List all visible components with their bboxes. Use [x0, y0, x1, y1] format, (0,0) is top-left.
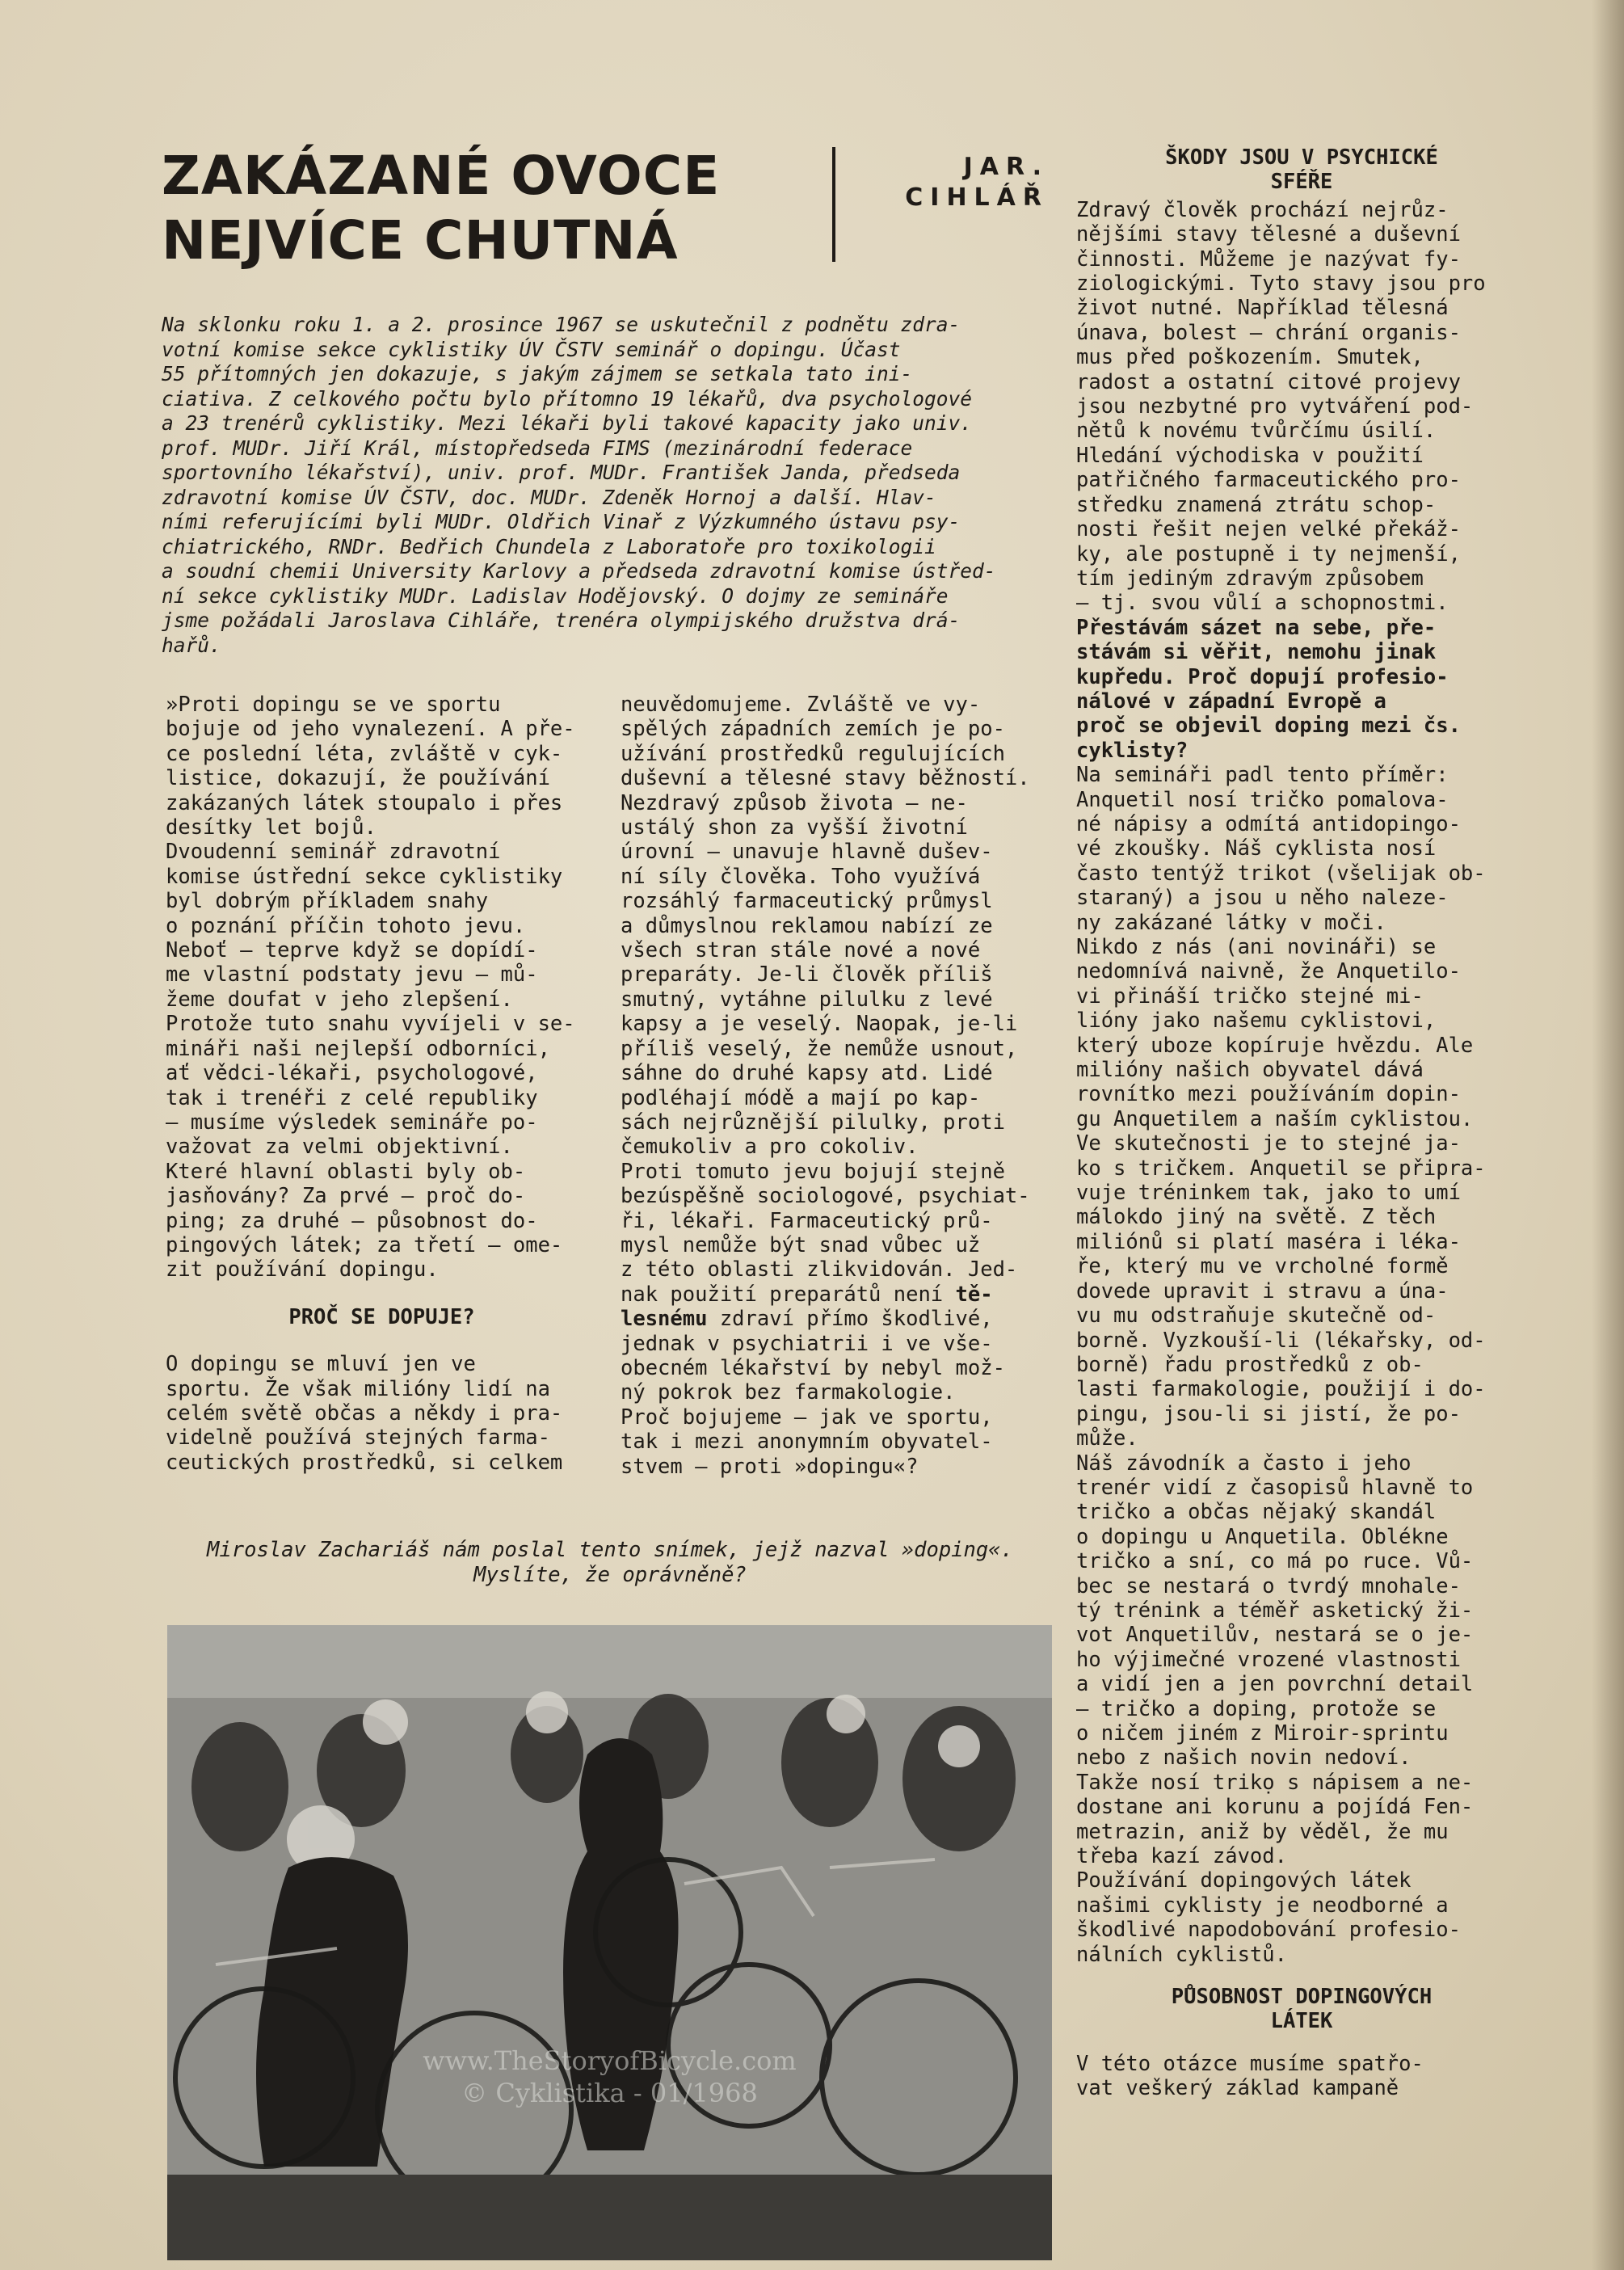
text-line: Protože tuto snahu vyvíjeli v se- [166, 1012, 575, 1037]
text-line: pingových látek; za třetí — ome- [166, 1232, 563, 1257]
text-line: spělých západních zemích je po- [621, 717, 1005, 742]
text-line: cyklisty? [1076, 738, 1189, 763]
text-line: bec se nestará o tvrdý mnohale- [1076, 1573, 1461, 1598]
text-line: stávám si věřit, nemohu jinak [1076, 640, 1437, 665]
text-line: ceutických prostředků, si celkem [166, 1450, 563, 1475]
text-line: vu mu odstraňuje skutečně od- [1076, 1303, 1437, 1329]
text-line: ko s tričkem. Anquetil se připra- [1076, 1156, 1486, 1181]
text-line: bezúspěšně sociologové, psychiat- [621, 1184, 1030, 1209]
text-line: sportovního lékařství), univ. prof. MUDr. František Janda, předseda [162, 461, 961, 484]
text-line: O dopingu se mluví jen ve [166, 1352, 476, 1377]
text-line: ciativa. Z celkového počtu bylo přítomno 19 lékařů, dva psychologové [162, 386, 973, 411]
text-line: často tentýž trikot (všelijak ob- [1076, 861, 1486, 886]
text-line: ping; za druhé — působnost do- [166, 1208, 538, 1233]
text-line: jsme požádali Jaroslava Cihláře, trenéra olympijského družstva drá- [162, 609, 961, 632]
text-line: nětů k novému tvůrčímu úsilí. [1076, 419, 1437, 444]
text-line: Proti tomuto jevu bojují stejně [621, 1159, 1005, 1184]
text-line: ři, lékaři. Farmaceutický prů- [621, 1208, 993, 1233]
text-line: Nezdravý způsob života — ne- [621, 790, 968, 815]
page-edge-shadow [1592, 0, 1624, 2270]
text-line: radost a ostatní citové projevy [1076, 369, 1461, 394]
text-line: Neboť — teprve když se dopídí- [166, 938, 538, 963]
text-line: ky, ale postupně i ty nejmenší, [1076, 541, 1461, 566]
text-line: tak i trenéři z celé republiky [166, 1085, 538, 1110]
text-line: sportu. Že však milióny lidí na [166, 1376, 550, 1401]
text-line: — tj. svou vůlí a schopnostmi. [1076, 591, 1449, 616]
text-line: Proč bojujeme — jak ve sportu, [621, 1405, 993, 1430]
intro-paragraph [162, 313, 1050, 658]
bold-word: lesnému [621, 1307, 708, 1332]
text-line: jsou nezbytné pro vytváření pod- [1076, 394, 1474, 419]
text-line: příliš veselý, že nemůže usnout, [621, 1036, 1018, 1061]
text-line: zit používání dopingu. [166, 1257, 439, 1282]
text-line: milióny našich obyvatel dává [1076, 1058, 1424, 1083]
text-line: sáhne do druhé kapsy atd. Lidé [621, 1061, 993, 1086]
text-line: lasti farmakologie, použijí i do- [1076, 1377, 1486, 1402]
text-line: nějšími stavy tělesné a duševní [1076, 222, 1461, 247]
bold-word: tě- [955, 1282, 993, 1307]
text-line: ní sekce cyklistiky MUDr. Ladislav Hodějovský. O dojmy ze semináře [162, 583, 949, 608]
text-line: o ničem jiném z Miroir-sprintu [1076, 1721, 1449, 1746]
text-line: borně) řadu prostředků z ob- [1076, 1352, 1424, 1377]
text-line: votní komise sekce cyklistiky ÚV ČSTV seminář o dopingu. Účast [162, 337, 901, 361]
heading-proc-se-dopuje: PROČ SE DOPUJE? [288, 1304, 475, 1329]
photo-caption: Miroslav Zachariáš nám poslal tento snímek, jejž nazval »doping«. Myslíte, že oprávněně? [207, 1538, 1013, 1587]
byline-line-2: CIHLÁŘ [905, 183, 1049, 212]
text-line: ními referujícími byli MUDr. Oldřich Vinař z Výzkumného ústavu psy- [162, 510, 961, 533]
text-line: vuje tréninkem tak, jako to umí [1076, 1181, 1461, 1206]
text-line: komise ústřední sekce cyklistiky [166, 864, 563, 889]
text-line: tý trénink a téměř asketický ži- [1076, 1598, 1474, 1623]
text-line: metrazin, aniž by věděl, že mu [1076, 1819, 1449, 1844]
text-line: tak i mezi anonymním obyvatel- [621, 1430, 993, 1455]
text-line: duševní a tělesné stavy běžností. [621, 766, 1030, 791]
text-line: Hledání východiska v použití [1076, 443, 1424, 468]
text-line: miliónů si platí maséra i léka- [1076, 1229, 1461, 1254]
column-3 [1076, 145, 1527, 2101]
text-line: pingu, jsou-li si jistí, že po- [1076, 1401, 1461, 1426]
text-line: žeme doufat v jeho zlepšení. [166, 987, 513, 1012]
text-line: kapsy a je veselý. Naopak, je-li [621, 1012, 1018, 1037]
text-line: preparáty. Je-li člověk příliš [621, 962, 993, 988]
text-line: jednak v psychiatrii i ve vše- [621, 1331, 993, 1356]
text-line: nosti řešit nejen velké překáž- [1076, 517, 1461, 542]
text-line: Které hlavní oblasti byly ob- [166, 1159, 526, 1184]
text-line: nálové v západní Evropě a [1076, 689, 1386, 714]
text-line: o poznání příčin tohoto jevu. [166, 913, 526, 938]
text-line: všech stran stále nové a nové [621, 938, 981, 963]
text-line: vi přináší tričko stejné mi- [1076, 983, 1424, 1009]
text-line: ce poslední léta, zvláště v cyk- [166, 741, 563, 766]
text-line: a 23 trenérů cyklistiky. Mezi lékaři byli takové kapacity jako univ. [162, 411, 973, 435]
text-line: úrovní — unavuje hlavně dušev- [621, 840, 993, 865]
text-line: — musíme výsledek semináře po- [166, 1110, 538, 1135]
text-line: V této otázce musíme spatřo- [1076, 2051, 1424, 2076]
text-line: středku znamená ztrátu schop- [1076, 492, 1437, 517]
text-line: Anquetil nosí tričko pomalova- [1076, 787, 1449, 812]
text-line: a soudní chemii University Karlovy a předseda zdravotní komise ústřed- [162, 559, 996, 583]
text-line: málokdo jiný na světě. Z těch [1076, 1205, 1437, 1230]
text-line: dostane ani korunu a pojídá Fen- [1076, 1795, 1474, 1820]
text-line: a vidí jen a jen povrchní detail [1076, 1672, 1474, 1697]
text-line: Zdravý člověk prochází nejrůz- [1076, 197, 1449, 222]
text-line: neuvědomujeme. Zvláště ve vy- [621, 693, 981, 717]
title-line-1: ZAKÁZANÉ OVOCE [162, 145, 721, 207]
column-1 [166, 693, 598, 1475]
text-line: celém světě občas a někdy i pra- [166, 1400, 563, 1426]
text-line: zdravotní komise ÚV ČSTV, doc. MUDr. Zdeněk Hornoj a další. Hlav- [162, 485, 936, 509]
text-line: staraný) a jsou u něho naleze- [1076, 886, 1449, 911]
text-line: ziologickými. Tyto stavy jsou pro [1076, 272, 1486, 297]
text-line: »Proti dopingu se ve sportu [166, 693, 501, 717]
photo-illustration [167, 1625, 1052, 2260]
article-title [162, 144, 856, 273]
text-line: sách nejrůznější pilulky, proti [621, 1110, 1005, 1135]
text-line: Takže nosí trikọ s nápisem a ne- [1076, 1770, 1474, 1795]
text-line: borně. Vyzkouší-li (lékařsky, od- [1076, 1328, 1486, 1353]
text-line: rozsáhlý farmaceutický průmysl [621, 889, 993, 914]
text-line: čemukoliv a pro cokoliv. [621, 1135, 919, 1160]
text-line: ny zakázané látky v moči. [1076, 910, 1386, 935]
text-line: patřičného farmaceutického pro- [1076, 468, 1461, 493]
text-line: Náš závodník a často i jeho [1076, 1451, 1412, 1476]
text-line: může. [1076, 1426, 1138, 1451]
byline-line-1: JAR. [963, 153, 1049, 181]
text-line: vot Anquetilův, nestará se o je- [1076, 1623, 1474, 1648]
text-line: užívání prostředků regulujících [621, 741, 1005, 766]
text-line: videlně používá stejných farma- [166, 1426, 550, 1451]
text-line: ať vědci-lékaři, psychologové, [166, 1061, 538, 1086]
text-line: ustálý shon za vyšší životní [621, 815, 968, 840]
text-line: né nápisy a odmítá antidopingo- [1076, 811, 1461, 836]
text-line: obecném lékařství by nebyl mož- [621, 1355, 1005, 1380]
text-line: stvem — proti »dopingu«? [621, 1454, 919, 1479]
text-line: važovat za velmi objektivní. [166, 1135, 513, 1160]
text-line: lesnému zdraví přímo škodlivé, [621, 1307, 993, 1332]
text-line: tričko a sní, co má po ruce. Vů- [1076, 1549, 1474, 1574]
text-line: Přestávám sázet na sebe, pře- [1076, 615, 1437, 640]
text-line: Nikdo z nás (ani novináři) se [1076, 935, 1437, 959]
heading-skody: ŠKODY JSOU V PSYCHICKÉ SFÉŘE [1165, 145, 1438, 195]
text-line: nebo z našich novin nedoví. [1076, 1746, 1412, 1771]
text-line: Na semináři padl tento příměr: [1076, 763, 1449, 788]
watermark-copyright: © Cyklistika - 01/1968 [461, 2078, 758, 2108]
text-line: ho výjimečné vrozené vlastnosti [1076, 1647, 1461, 1672]
text-line: byl dobrým příkladem snahy [166, 889, 489, 914]
text-line: vat veškerý základ kampaně [1076, 2076, 1399, 2101]
text-line: lióny jako našemu cyklistovi, [1076, 1009, 1437, 1034]
text-line: 55 přítomných jen dokazuje, s jakým zájmem se setkala tato ini- [162, 362, 913, 385]
text-line: ní síly člověka. Toho využívá [621, 864, 981, 889]
title-line-2: NEJVÍCE CHUTNÁ [162, 209, 679, 272]
text-line: mus před poškozením. Smutek, [1076, 345, 1424, 370]
text-line: Dvoudenní seminář zdravotní [166, 840, 501, 865]
text-line: tím jediným zdravým způsobem [1076, 566, 1424, 591]
text-line: jasňovány? Za prvé — proč do- [166, 1184, 526, 1209]
text-line: desítky let bojů. [166, 815, 377, 840]
text-line: vé zkoušky. Náš cyklista nosí [1076, 836, 1437, 861]
text-line: život nutné. Například tělesná [1076, 296, 1449, 321]
text-line: gu Anquetilem a naším cyklistou. [1076, 1106, 1474, 1131]
text-line: ný pokrok bez farmakologie. [621, 1380, 956, 1405]
text-line: bojuje od jeho vynalezení. A pře- [166, 717, 575, 742]
text-line: mináři naši nejlepší odborníci, [166, 1036, 550, 1061]
text-line: dovede upravit i stravu a úna- [1076, 1278, 1449, 1303]
text-line: smutný, vytáhne pilulku z levé [621, 987, 993, 1012]
cycling-photo [167, 1625, 1052, 2260]
text-line: nedomnívá naivně, že Anquetilo- [1076, 959, 1461, 984]
text-line: hařů. [162, 633, 221, 657]
author-byline [887, 152, 1049, 213]
text-line: nálních cyklistů. [1076, 1942, 1287, 1967]
text-line: třeba kazí závod. [1076, 1844, 1287, 1869]
text-line: proč se objevil doping mezi čs. [1076, 714, 1461, 739]
text-line: zakázaných látek stoupalo i přes [166, 790, 563, 815]
column-2 [621, 693, 1053, 1479]
text-line: podléhají módě a mají po kap- [621, 1085, 981, 1110]
text-line: — tričko a doping, protože se [1076, 1696, 1437, 1721]
text-line: o dopingu u Anquetila. Oblékne [1076, 1524, 1449, 1549]
text-line: Používání dopingových látek [1076, 1868, 1412, 1893]
text-line: nak použití preparátů není tě- [621, 1282, 993, 1307]
text-line: chiatrického, RNDr. Bedřich Chundela z Laboratoře pro toxikologii [162, 534, 936, 558]
text-line: škodlivé napodobování profesio- [1076, 1918, 1461, 1943]
text-line: mysl nemůže být snad vůbec už [621, 1232, 981, 1257]
text-line: listice, dokazují, že používání [166, 766, 550, 791]
watermark-url: www.TheStoryofBicycle.com [423, 2045, 797, 2076]
text-line: ře, který mu ve vrcholné formě [1076, 1254, 1449, 1279]
text-line: rovnítko mezi používáním dopin- [1076, 1082, 1461, 1107]
text-line: našimi cyklisty je neodborné a [1076, 1893, 1449, 1918]
text-line: kupředu. Proč dopují profesio- [1076, 664, 1449, 689]
text-line: Ve skutečnosti je to stejné ja- [1076, 1131, 1461, 1156]
text-line: me vlastní podstaty jevu — mů- [166, 962, 538, 988]
text-line: Na sklonku roku 1. a 2. prosince 1967 se uskutečnil z podnětu zdra- [162, 313, 961, 336]
text-line: trenér vidí z časopisů hlavně to [1076, 1475, 1474, 1500]
text-line: a důmyslnou reklamou nabízí ze [621, 913, 993, 938]
text-line: který uboze kopíruje hvězdu. Ale [1076, 1033, 1474, 1058]
text-line: tričko a občas nějaký skandál [1076, 1500, 1437, 1525]
text-line: únava, bolest — chrání organis- [1076, 320, 1461, 345]
heading-pusobnost: PŮSOBNOST DOPINGOVÝCH LÁTEK [1171, 1985, 1433, 2034]
title-divider [832, 147, 835, 262]
text-line: prof. MUDr. Jiří Král, místopředseda FIMS (mezinárodní federace [162, 436, 913, 460]
text-line: činnosti. Můžeme je nazývat fy- [1076, 246, 1461, 272]
text-line: z této oblasti zlikvidován. Jed- [621, 1257, 1018, 1282]
